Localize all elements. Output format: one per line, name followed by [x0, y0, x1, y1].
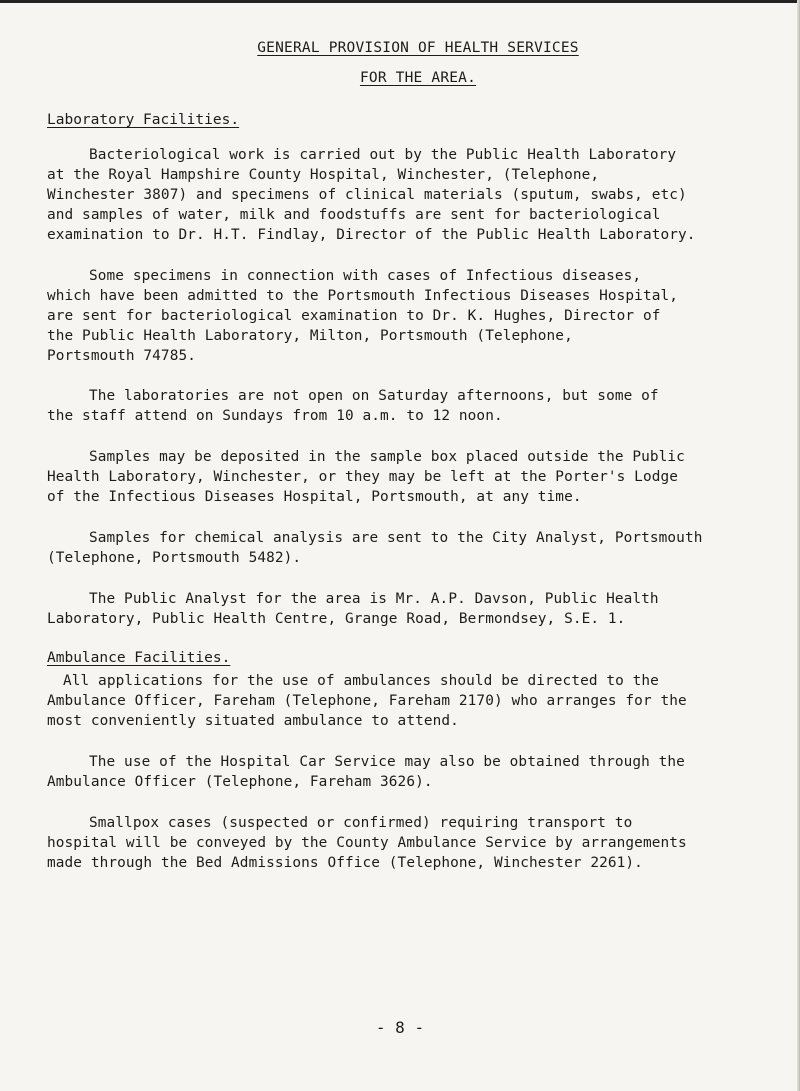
text-line: Smallpox cases (suspected or confirmed) requiring transport to [89, 815, 633, 831]
paragraph [47, 266, 777, 366]
text-line: Health Laboratory, Winchester, or they may be left at the Porter's Lodge [47, 469, 678, 485]
document-subtitle: FOR THE AREA. [359, 70, 477, 86]
text-line: Portsmouth 74785. [47, 348, 196, 364]
text-line: Laboratory, Public Health Centre, Grange Road, Bermondsey, S.E. 1. [47, 611, 626, 627]
paragraph [47, 528, 777, 568]
text-line: made through the Bed Admissions Office (Telephone, Winchester 2261). [47, 855, 643, 871]
paragraph [47, 813, 777, 873]
section-title-ambulance: Ambulance Facilities. [47, 650, 231, 666]
text-line: Samples for chemical analysis are sent to the City Analyst, Portsmouth [89, 530, 703, 546]
text-line: Winchester 3807) and specimens of clinical materials (sputum, swabs, etc) [47, 187, 687, 203]
paragraph [47, 447, 777, 507]
section-title-laboratory: Laboratory Facilities. [47, 112, 240, 128]
text-line: (Telephone, Portsmouth 5482). [47, 550, 302, 566]
page-number: - 8 - [375, 1018, 425, 1037]
paragraph [47, 589, 777, 629]
text-line: most conveniently situated ambulance to attend. [47, 713, 459, 729]
text-line: Ambulance Officer, Fareham (Telephone, Fareham 2170) who arranges for the [47, 693, 687, 709]
text-line: Ambulance Officer (Telephone, Fareham 3626). [47, 774, 433, 790]
text-line: examination to Dr. H.T. Findlay, Director of the Public Health Laboratory. [47, 227, 696, 243]
text-line: at the Royal Hampshire County Hospital, Winchester, (Telephone, [47, 167, 600, 183]
text-line: and samples of water, milk and foodstuffs are sent for bacteriological [47, 207, 661, 223]
text-line: The Public Analyst for the area is Mr. A.P. Davson, Public Health [89, 591, 659, 607]
text-line: Samples may be deposited in the sample box placed outside the Public [89, 449, 685, 465]
top-border [0, 0, 800, 3]
text-line: hospital will be conveyed by the County Ambulance Service by arrangements [47, 835, 687, 851]
text-line: are sent for bacteriological examination to Dr. K. Hughes, Director of [47, 308, 661, 324]
paragraph [47, 752, 777, 792]
text-line: of the Infectious Diseases Hospital, Portsmouth, at any time. [47, 489, 582, 505]
text-line: Bacteriological work is carried out by the Public Health Laboratory [89, 147, 677, 163]
paragraph [47, 145, 777, 245]
paragraph [47, 386, 777, 426]
paragraph [47, 671, 777, 731]
text-line: which have been admitted to the Portsmouth Infectious Diseases Hospital, [47, 288, 678, 304]
text-line: All applications for the use of ambulances should be directed to the [63, 673, 659, 689]
text-line: Some specimens in connection with cases of Infectious diseases, [89, 268, 642, 284]
text-line: The laboratories are not open on Saturday afternoons, but some of [89, 388, 659, 404]
text-line: the Public Health Laboratory, Milton, Portsmouth (Telephone, [47, 328, 573, 344]
text-line: the staff attend on Sundays from 10 a.m. to 12 noon. [47, 408, 503, 424]
text-line: The use of the Hospital Car Service may also be obtained through the [89, 754, 685, 770]
document-title: GENERAL PROVISION OF HEALTH SERVICES [257, 40, 579, 56]
